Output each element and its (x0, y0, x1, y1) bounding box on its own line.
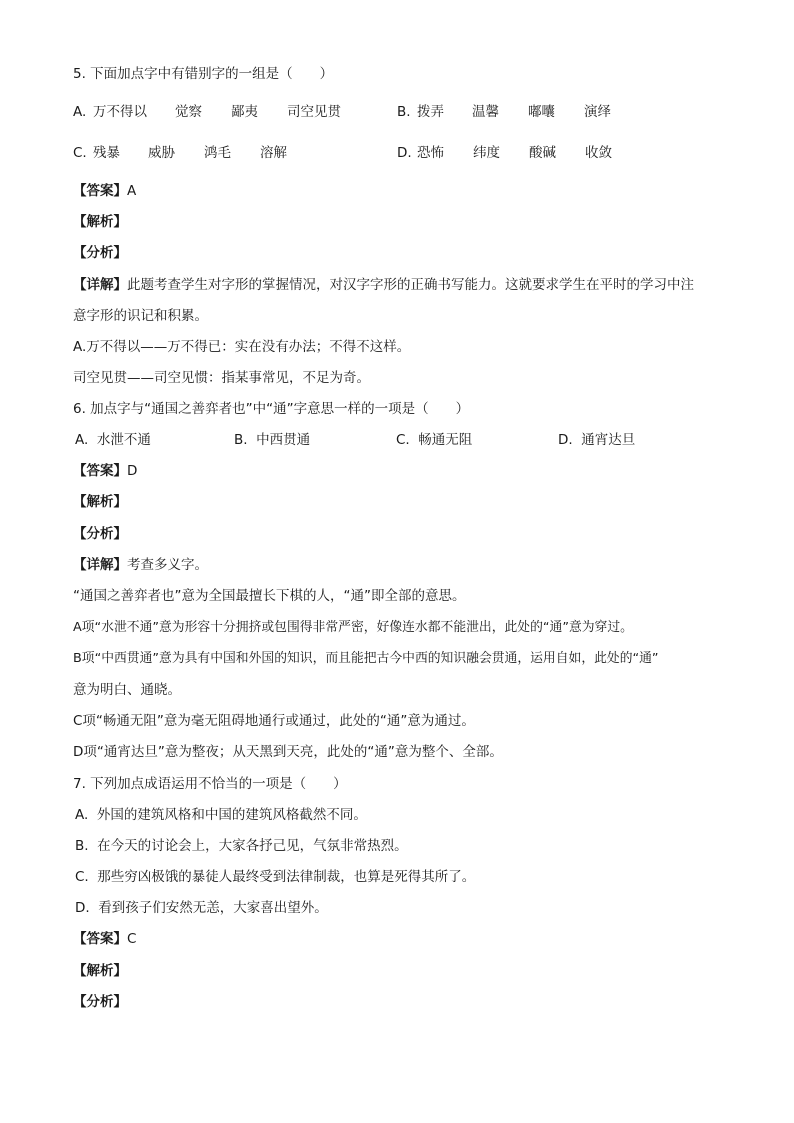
q5-fenxi-tag: 【分析】 (73, 245, 127, 261)
xiangjie-text: 考查多义字。 (127, 557, 208, 573)
q7-stem: 7. 下列加点成语运用不恰当的一项是（ ） (73, 776, 347, 792)
q6-jiexi-tag: 【解析】 (73, 494, 127, 510)
q6-explain-line: C项“畅通无阻”意为毫无阻碍地通行或通过，此处的“通”意为通过。 (73, 713, 475, 729)
q5-option-a-label: A. (73, 104, 87, 120)
q5-option-b-label: B. (397, 104, 411, 120)
q6-explain-line: A项“水泄不通”意为形容十分拥挤或包围得非常严密，好像连水都不能泄出，此处的“通”意为穿过。 (73, 620, 633, 635)
q5-xiangjie-line-2: 意字形的识记和积累。 (73, 308, 208, 324)
q5-option-d-word-3: 酸碱 (529, 145, 556, 161)
q7-option-c: C. 那些穷凶极饿的暴徒人最终受到法律制裁，也算是死得其所了。 (75, 869, 476, 885)
q7-jiexi-tag: 【解析】 (73, 963, 127, 979)
q5-stem: 5. 下面加点字中有错别字的一组是（ ） (73, 66, 334, 82)
answer-tag: 【答案】 (73, 463, 127, 479)
q7-option-b: B. 在今天的讨论会上，大家各抒己见，气氛非常热烈。 (75, 838, 408, 854)
q5-option-b-word-2: 温馨 (472, 104, 499, 120)
q6-fenxi-tag: 【分析】 (73, 526, 127, 542)
q7-answer (73, 929, 136, 949)
q5-option-c-word-3: 鸿毛 (204, 145, 231, 161)
q5-option-c-word-2: 威胁 (148, 145, 175, 161)
xiangjie-tag: 【详解】 (73, 277, 127, 293)
q5-xiangjie-line-1 (73, 275, 694, 295)
q5-explain-a: A.万不得以——万不得已：实在没有办法；不得不这样。 (73, 339, 411, 355)
xiangjie-text: 此题考查学生对字形的掌握情况，对汉字字形的正确书写能力。这就要求学生在平时的学习中注 (127, 277, 694, 293)
q5-option-b-word-1: 拨弄 (417, 104, 444, 120)
q6-option-c: C. 畅通无阻 (396, 432, 473, 448)
q6-explain-line: B项“中西贯通”意为具有中国和外国的知识，而且能把古今中西的知识融会贯通，运用自如，此处的“通” (73, 651, 659, 666)
q6-xiangjie (73, 555, 208, 575)
q5-option-d-word-1: 恐怖 (417, 145, 444, 161)
q5-option-d-word-2: 纬度 (473, 145, 500, 161)
q5-option-c-word-4: 溶解 (260, 145, 287, 161)
q6-option-a: A. 水泄不通 (75, 432, 151, 448)
q6-stem: 6. 加点字与“通国之善弈者也”中“通”字意思一样的一项是（ ） (73, 401, 470, 417)
q6-explain-line: D项“通宵达旦”意为整夜；从天黑到天亮，此处的“通”意为整个、全部。 (73, 744, 503, 760)
answer-value: C (127, 931, 137, 947)
answer-value: D (127, 463, 138, 479)
q5-option-d-label: D. (397, 145, 412, 161)
answer-tag: 【答案】 (73, 931, 127, 947)
q6-explain-line: “通国之善弈者也”意为全国最擅长下棋的人，“通”即全部的意思。 (73, 588, 466, 604)
q5-option-a-word-1: 万不得以 (93, 104, 147, 120)
q5-option-b-word-4: 演绎 (584, 104, 611, 120)
answer-tag: 【答案】 (73, 183, 127, 199)
q7-fenxi-tag: 【分析】 (73, 994, 127, 1010)
q5-option-a-word-4: 司空见贯 (287, 104, 341, 120)
answer-value: A (127, 183, 137, 199)
xiangjie-tag: 【详解】 (73, 557, 127, 573)
q5-explain-b: 司空见贯——司空见惯：指某事常见，不足为奇。 (73, 370, 370, 386)
q6-explain-line: 意为明白、通晓。 (73, 682, 181, 698)
q6-option-d: D. 通宵达旦 (558, 432, 636, 448)
q5-option-b-word-3: 嘟囔 (528, 104, 555, 120)
q5-option-c-word-1: 残暴 (93, 145, 120, 161)
q7-option-d: D. 看到孩子们安然无恙，大家喜出望外。 (75, 900, 328, 916)
q5-option-c-label: C. (73, 145, 87, 161)
q5-answer (73, 181, 136, 201)
q6-option-b: B. 中西贯通 (234, 432, 311, 448)
q5-jiexi-tag: 【解析】 (73, 214, 127, 230)
q5-option-d-word-4: 收敛 (585, 145, 612, 161)
q5-option-a-word-3: 鄙夷 (231, 104, 258, 120)
q6-answer (73, 461, 137, 481)
q7-option-a: A. 外国的建筑风格和中国的建筑风格截然不同。 (75, 807, 367, 823)
q5-option-a-word-2: 觉察 (175, 104, 202, 120)
